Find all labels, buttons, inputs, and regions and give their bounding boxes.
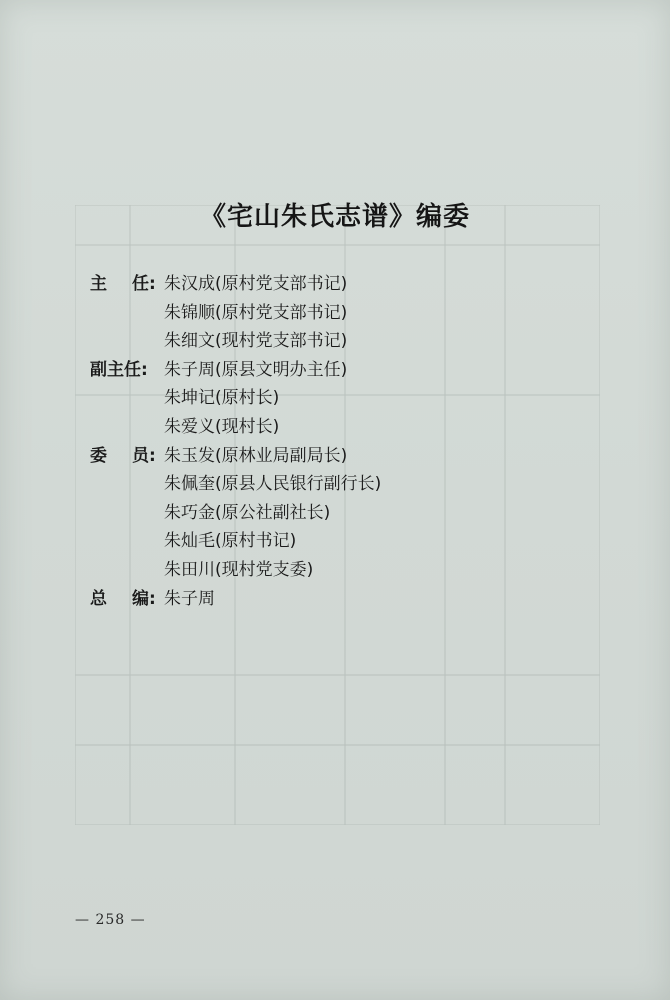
role-char: 员: bbox=[132, 445, 156, 466]
committee-member-name: 朱爱义(现村长) bbox=[164, 416, 280, 437]
committee-row bbox=[90, 556, 570, 585]
role-char: 主 bbox=[90, 274, 107, 294]
committee-member-name: 朱子周(原县文明办主任) bbox=[164, 359, 348, 380]
page-number: — 258 — bbox=[75, 912, 146, 928]
role-char: 任: bbox=[132, 274, 156, 294]
document-title: 《宅山朱氏志谱》编委 bbox=[199, 202, 470, 232]
committee-member-name: 朱巧金(原公社副社长) bbox=[164, 502, 331, 523]
committee-member-name: 朱田川(现村党支委) bbox=[164, 559, 314, 580]
committee-row bbox=[90, 442, 570, 471]
committee-member-name: 朱灿毛(原村书记) bbox=[164, 531, 297, 552]
committee-row bbox=[90, 299, 570, 328]
committee-row bbox=[90, 499, 570, 528]
committee-row bbox=[90, 585, 570, 614]
role-char: 总 bbox=[90, 588, 107, 609]
role-char: 编: bbox=[132, 588, 156, 609]
role-char: 委 bbox=[90, 445, 107, 466]
committee-member-name: 朱汉成(原村党支部书记) bbox=[164, 274, 348, 294]
committee-row bbox=[90, 470, 570, 499]
committee-member-name: 朱玉发(原林业局副局长) bbox=[164, 445, 348, 466]
committee-list bbox=[90, 270, 570, 613]
committee-member-name: 朱锦顺(原村党支部书记) bbox=[164, 302, 348, 323]
committee-row bbox=[90, 327, 570, 356]
role-text: 副主任: bbox=[90, 359, 148, 380]
committee-member-name: 朱坤记(原村长) bbox=[164, 388, 280, 409]
committee-member-name: 朱细文(现村党支部书记) bbox=[164, 331, 348, 352]
committee-row bbox=[90, 413, 570, 442]
committee-row bbox=[90, 356, 570, 385]
committee-row bbox=[90, 270, 570, 299]
committee-row bbox=[90, 384, 570, 413]
committee-member-name: 朱佩奎(原县人民银行副行长) bbox=[164, 474, 382, 495]
committee-member-name: 朱子周 bbox=[164, 588, 215, 609]
committee-row bbox=[90, 527, 570, 556]
